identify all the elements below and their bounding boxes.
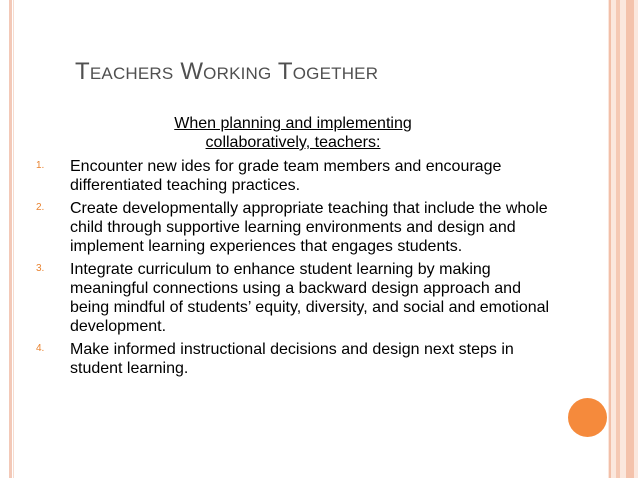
- subtitle-line-1: When planning and implementing: [174, 115, 412, 132]
- list-item-number: 3.: [36, 263, 45, 274]
- orange-circle-decoration: [568, 398, 607, 437]
- slide-subtitle: [138, 114, 448, 152]
- right-border-line-3: [626, 0, 634, 478]
- right-border-line-2: [616, 0, 620, 478]
- list-item: [36, 340, 556, 378]
- left-border-line: [9, 0, 12, 478]
- subtitle-line-2: collaboratively, teachers:: [205, 134, 381, 151]
- list-item-number: 4.: [36, 343, 45, 354]
- slide-title: Teachers Working Together: [75, 58, 379, 85]
- list-item-text: Integrate curriculum to enhance student learning by making meaningful connections using a backward design approach and being mindful of students’ equity, diversity, and social and emotional development.: [70, 261, 550, 335]
- list-item-text: Make informed instructional decisions and design next steps in student learning.: [70, 341, 514, 377]
- list-item: [36, 157, 556, 195]
- list-item-number: 2.: [36, 202, 45, 213]
- list-item-text: Encounter new ides for grade team members and encourage differentiated teaching practices.: [70, 158, 502, 194]
- list-item: [36, 199, 556, 256]
- numbered-list: [36, 157, 556, 382]
- list-item: [36, 260, 556, 336]
- left-border-line-thin: [13, 0, 14, 478]
- list-item-number: 1.: [36, 160, 45, 171]
- right-border-line-1: [609, 0, 611, 478]
- list-item-text: Create developmentally appropriate teaching that include the whole child through supportive learning environments and design and implement learning experiences that engages students.: [70, 200, 548, 255]
